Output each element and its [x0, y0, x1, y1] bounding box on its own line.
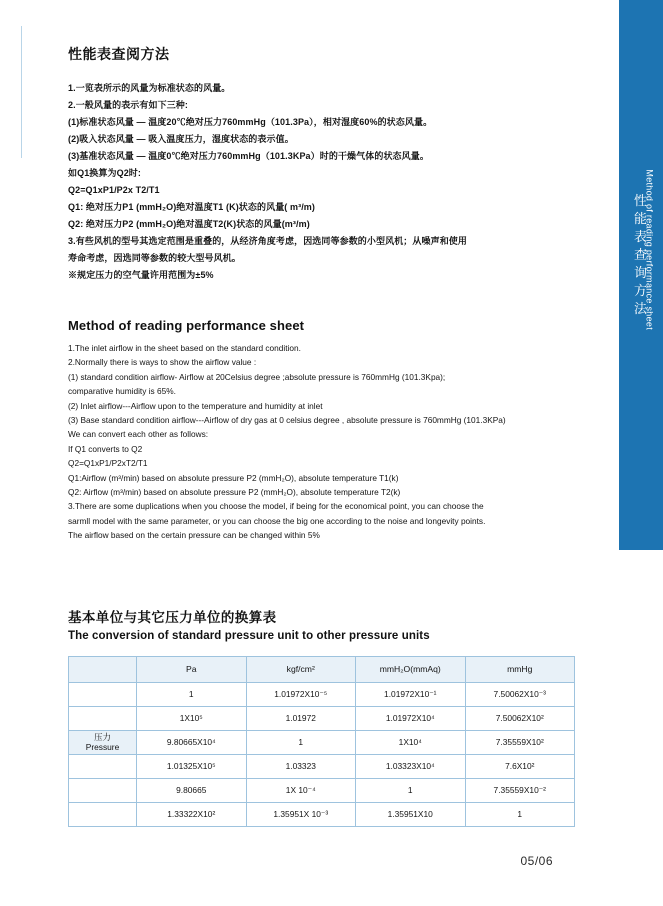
en-line-13: sarmll model with the same parameter, or you can choose the big one according to the noise and longevity points. [68, 515, 486, 526]
page-content [68, 44, 576, 827]
cn-line-5: (3)基准状态风量 — 温度0℃绝对压力760mmHg（101.3KPa）时的干燥气体的状态风量。 [68, 151, 429, 161]
table-title-en: The conversion of standard pressure unit to other pressure units [68, 629, 430, 642]
en-line-10: Q1:Airflow (m³/min) based on absolute pressure P2 (mmH₂O), absolute temperature T1(k) [68, 472, 399, 483]
table-row [69, 730, 575, 754]
table-title-cn: 基本单位与其它压力单位的换算表 [68, 609, 277, 625]
row-label-blank-4 [69, 778, 137, 802]
cell-r1c3: 1.01972X10⁻¹ [356, 682, 466, 706]
cell-r6c4: 1 [465, 802, 575, 826]
sidebar-tab [619, 0, 663, 550]
cell-r3c2: 1 [246, 730, 356, 754]
en-line-5: (2) Inlet airflow---Airflow upon to the temperature and humidity at inlet [68, 400, 323, 411]
table-header-mmhg: mmHg [465, 656, 575, 682]
row-label-blank-2 [69, 706, 137, 730]
cell-r3c4: 7.35559X10² [465, 730, 575, 754]
table-row [69, 802, 575, 826]
en-line-4: comparative humidity is 65%. [68, 386, 176, 397]
cn-line-3: (1)标准状态风量 — 温度20℃绝对压力760mmHg（101.3Pa），相对湿度60%的状态风量。 [68, 117, 433, 127]
cn-line-2: 2.一般风量的表示有如下三种: [68, 100, 189, 110]
row-label-pressure-en: Pressure [85, 742, 120, 753]
cell-r6c3: 1.35951X10 [356, 802, 466, 826]
row-label-blank-5 [69, 802, 137, 826]
row-label-pressure-cn: 压力 [94, 732, 111, 743]
en-line-14: The airflow based on the certain pressure can be changed within 5% [68, 530, 320, 541]
en-line-1: 1.The inlet airflow in the sheet based on the standard condition. [68, 343, 301, 353]
cell-r5c3: 1 [356, 778, 466, 802]
left-vertical-rule [21, 26, 22, 158]
en-line-8: If Q1 converts to Q2 [68, 443, 143, 454]
cell-r3c3: 1X10⁴ [356, 730, 466, 754]
table-header-kgfcm2: kgf/cm² [246, 656, 356, 682]
en-line-7: We can convert each other as follows: [68, 429, 209, 440]
en-line-2: 2.Normally there is ways to show the airflow value : [68, 357, 257, 368]
cell-r2c3: 1.01972X10⁴ [356, 706, 466, 730]
en-line-9: Q2=Q1xP1/P2xT2/T1 [68, 458, 148, 469]
cell-r2c1: 1X10⁵ [137, 706, 247, 730]
cn-line-9: Q2: 绝对压力P2 (mmH₂O)绝对温度T2(K)状态的风量(m³/m) [68, 219, 310, 229]
sidebar-label-cn: 性能表查询方法 [633, 193, 648, 316]
cell-r1c2: 1.01972X10⁻⁵ [246, 682, 356, 706]
table-header-mmh2o: mmH₂O(mmAq) [356, 656, 466, 682]
cell-r6c2: 1.35951X 10⁻³ [246, 802, 356, 826]
table-row [69, 778, 575, 802]
row-label-blank-1 [69, 682, 137, 706]
cn-line-8: Q1: 绝对压力P1 (mmH₂O)绝对温度T1 (K)状态的风量( m³/m) [68, 202, 316, 212]
cell-r5c1: 9.80665 [137, 778, 247, 802]
table-header-row [69, 656, 575, 682]
page-number: 05/06 [520, 854, 553, 868]
cell-r4c3: 1.03323X10⁴ [356, 754, 466, 778]
cell-r6c1: 1.33322X10² [137, 802, 247, 826]
english-body [68, 342, 576, 542]
cell-r5c4: 7.35559X10⁻² [465, 778, 575, 802]
cell-r2c4: 7.50062X10² [465, 706, 575, 730]
cell-r4c2: 1.03323 [246, 754, 356, 778]
en-line-3: (1) standard condition airflow- Airflow at 20Celsius degree ;absolute pressure is 760mmHg (101.3Kpa); [68, 371, 446, 382]
en-line-12: 3.There are some duplications when you choose the model, if being for the economical point, you can choose the [68, 501, 484, 512]
cell-r4c1: 1.01325X10⁵ [137, 754, 247, 778]
en-line-6: (3) Base standard condition airflow---Airflow of dry gas at 0 celsius degree , absolute pressure is 760mmHg (101.3KPa) [68, 415, 506, 426]
table-row [69, 682, 575, 706]
cn-line-12: ※规定压力的空气量许用范围为±5% [68, 270, 214, 280]
page-title-cn: 性能表查阅方法 [68, 46, 170, 62]
cell-r1c4: 7.50062X10⁻³ [465, 682, 575, 706]
conversion-table [68, 656, 575, 827]
cell-r2c2: 1.01972 [246, 706, 356, 730]
cn-line-6: 如Q1换算为Q2时: [68, 168, 142, 178]
cell-r3c1: 9.80665X10⁴ [137, 730, 247, 754]
table-row [69, 754, 575, 778]
cell-r4c4: 7.6X10² [465, 754, 575, 778]
cell-r1c1: 1 [137, 682, 247, 706]
row-label-pressure [69, 730, 137, 754]
table-header-pa: Pa [137, 656, 247, 682]
cn-line-1: 1.一览表所示的风量为标准状态的风量。 [68, 83, 231, 93]
table-header-corner [69, 656, 137, 682]
row-label-blank-3 [69, 754, 137, 778]
sidebar-label-en: Method of reading performance sheet [645, 169, 655, 330]
chinese-body [68, 81, 576, 282]
page-title-en: Method of reading performance sheet [68, 318, 305, 333]
en-line-11: Q2: Airflow (m³/min) based on absolute pressure P2 (mmH₂O), absolute temperature T2(k) [68, 487, 401, 498]
cn-line-10: 3.有些风机的型号其选定范围是重叠的，从经济角度考虑，因选同等参数的小型风机；从噪声和使用 [68, 236, 468, 246]
table-row [69, 706, 575, 730]
cell-r5c2: 1X 10⁻⁴ [246, 778, 356, 802]
cn-line-11: 寿命考虑，因选同等参数的较大型号风机。 [68, 253, 241, 263]
cn-line-4: (2)吸入状态风量 — 吸入温度压力，湿度状态的表示值。 [68, 134, 294, 144]
cn-line-7: Q2=Q1xP1/P2x T2/T1 [68, 185, 160, 195]
